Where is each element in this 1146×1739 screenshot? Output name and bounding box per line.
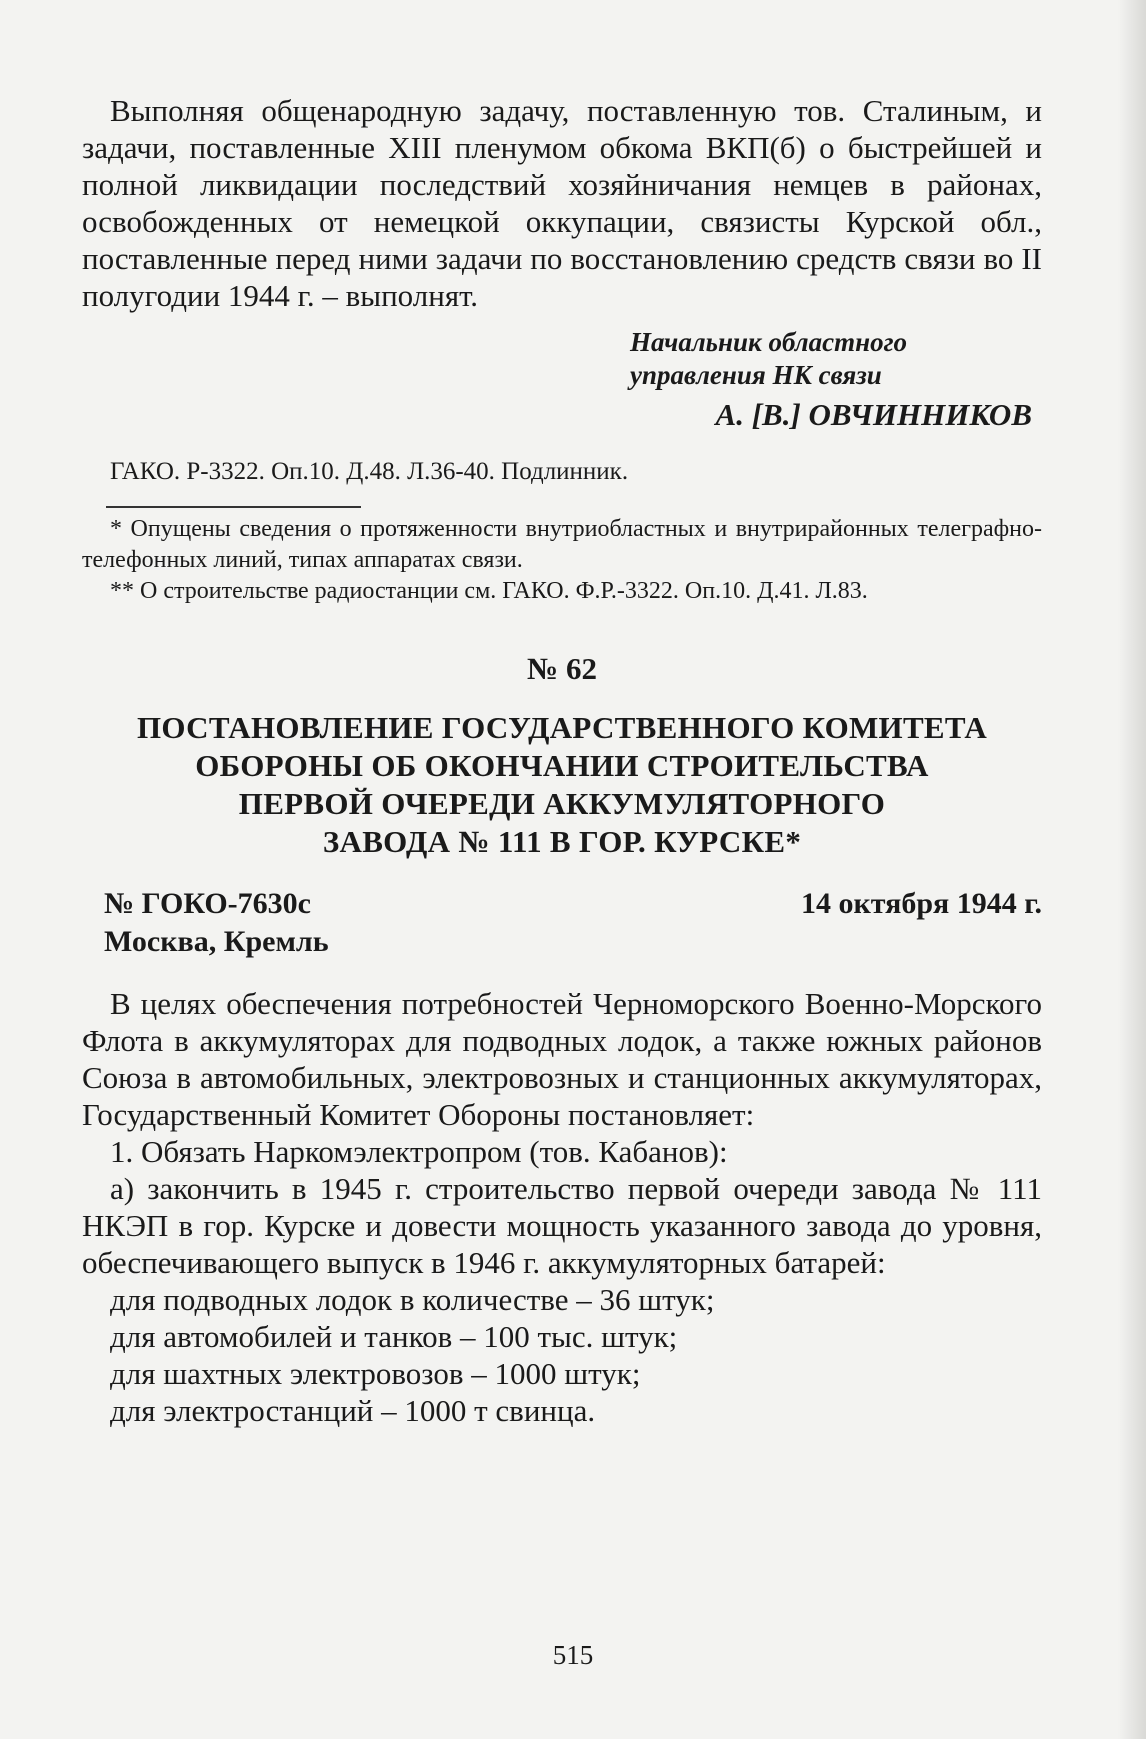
archive-source: ГАКО. Р-3322. Оп.10. Д.48. Л.36-40. Подлинник. xyxy=(110,458,629,485)
list-item: для шахтных электровозов – 1000 штук; xyxy=(110,1356,641,1391)
document-title-line: ПЕРВОЙ ОЧЕРЕДИ АККУМУЛЯТОРНОГО xyxy=(238,786,886,821)
document-title-line: ПОСТАНОВЛЕНИЕ ГОСУДАРСТВЕННОГО КОМИТЕТА xyxy=(136,710,988,745)
signature-name: А. [В.] ОВЧИННИКОВ xyxy=(715,397,1032,432)
footnote-divider xyxy=(106,506,361,508)
document-title xyxy=(82,709,1042,861)
list-item: для автомобилей и танков – 100 тыс. штук; xyxy=(110,1319,678,1354)
intro-paragraph: Выполняя общенародную задачу, поставленную тов. Сталиным, и задачи, поставленные XIII пленумом обкома ВКП(б) о быстрейшей и полной ликвидации последствий хозяйничания немцев в районах, освобожденных от немецкой оккупации, связисты Курской обл., поставленные перед ними задачи по восстановлению средств связи во II полугодии 1944 г. – выполнят. xyxy=(82,93,1042,313)
document-title-line: ОБОРОНЫ ОБ ОКОНЧАНИИ СТРОИТЕЛЬСТВА xyxy=(195,748,929,783)
list-item: для электростанций – 1000 т свинца. xyxy=(110,1393,596,1428)
decree-number: № ГОКО-7630с xyxy=(104,887,311,920)
body-item-1: 1. Обязать Наркомэлектропром (тов. Кабанов): xyxy=(110,1134,728,1169)
page-number: 515 xyxy=(552,1640,594,1670)
footnote-2: ** О строительстве радиостанции см. ГАКО. Ф.Р.-3322. Оп.10. Д.41. Л.83. xyxy=(110,578,868,604)
body-item-1a: а) закончить в 1945 г. строительство первой очереди завода № 111 НКЭП в гор. Курске и довести мощность указанного завода до уровня, обеспечивающего выпуск в 1946 г. аккумуляторных батарей: xyxy=(82,1171,1042,1280)
document-title-line: ЗАВОДА № 111 В ГОР. КУРСКЕ* xyxy=(322,824,802,859)
decree-date: 14 октября 1944 г. xyxy=(800,887,1042,920)
signature-block xyxy=(82,326,1042,434)
decree-meta xyxy=(82,885,1042,923)
document-page xyxy=(82,92,1042,1429)
decree-body xyxy=(82,985,1042,1429)
document-number: № 62 xyxy=(527,651,597,686)
signature-position-line1: Начальник областного xyxy=(630,327,908,357)
list-item: для подводных лодок в количестве – 36 штук; xyxy=(110,1282,715,1317)
decree-place: Москва, Кремль xyxy=(104,925,329,958)
page-gutter-shadow xyxy=(1118,0,1146,1739)
footnote-1: * Опущены сведения о протяженности внутриобластных и внутрирайонных телеграфно-телефонных линий, типах аппаратах связи. xyxy=(82,516,1042,573)
body-paragraph-1: В целях обеспечения потребностей Черноморского Военно-Морского Флота в аккумуляторах для подводных лодок, а также южных районов Союза в автомобильных, электровозных и станционных аккумуляторах, Государственный Комитет Обороны постановляет: xyxy=(82,986,1042,1132)
signature-position-line2: управления НК связи xyxy=(630,360,882,390)
